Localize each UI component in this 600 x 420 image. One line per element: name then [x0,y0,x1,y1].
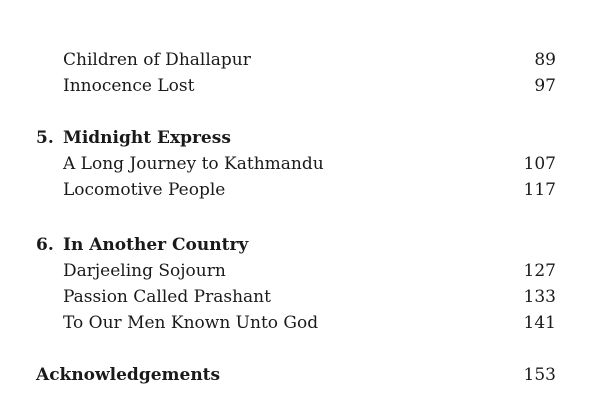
entry-page-number: 97 [534,76,556,96]
acknowledgements-page-number: 153 [523,365,556,385]
chapter-heading[interactable] [0,125,600,151]
acknowledgements-entry[interactable] [0,362,600,388]
chapter-number: 5. [36,128,54,148]
entry-page-number: 107 [523,154,556,174]
toc-entry[interactable] [0,47,600,73]
entry-page-number: 89 [534,50,556,70]
entry-page-number: 127 [523,261,556,281]
entry-page-number: 117 [523,180,556,200]
toc-entry[interactable] [0,284,600,310]
toc-entry[interactable] [0,73,600,99]
chapter-number: 6. [36,235,54,255]
acknowledgements-title: Acknowledgements [36,365,221,385]
entry-title: A Long Journey to Kathmandu [63,154,324,174]
chapter-title: Midnight Express [63,128,231,148]
entry-page-number: 133 [523,287,556,307]
entry-title: Children of Dhallapur [63,50,251,70]
entry-title: Darjeeling Sojourn [63,261,226,281]
entry-title: Locomotive People [63,180,226,200]
toc-entry[interactable] [0,258,600,284]
entry-page-number: 141 [523,313,556,333]
entry-title: To Our Men Known Unto God [63,313,319,333]
toc-entry[interactable] [0,310,600,336]
entry-title: Innocence Lost [63,76,195,96]
toc-entry[interactable] [0,151,600,177]
entry-title: Passion Called Prashant [63,287,271,307]
chapter-title: In Another Country [63,235,249,255]
toc-entry[interactable] [0,177,600,203]
chapter-heading[interactable] [0,232,600,258]
